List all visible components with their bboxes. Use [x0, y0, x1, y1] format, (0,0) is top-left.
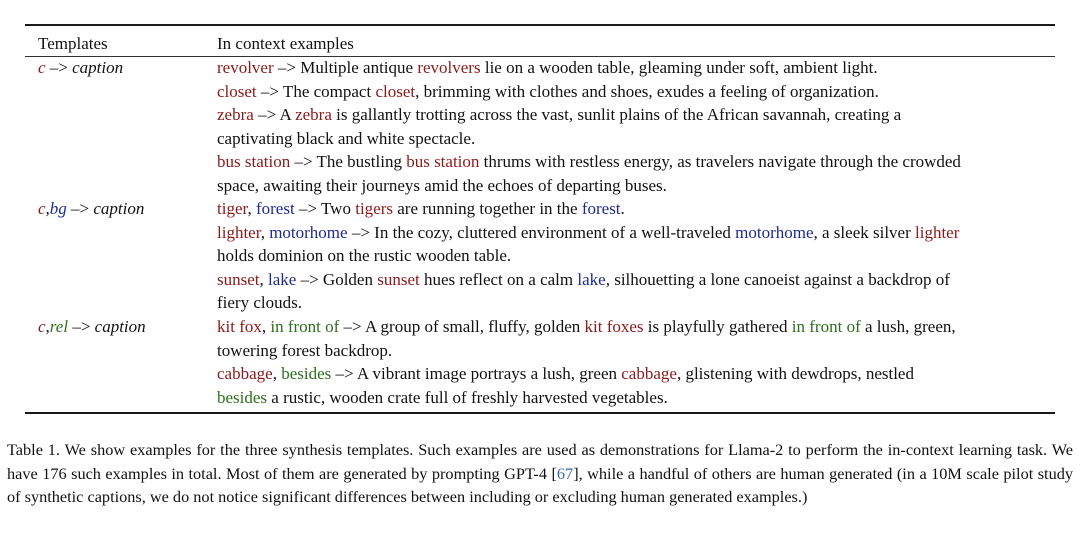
background-term: lake — [268, 269, 297, 289]
example-line — [217, 174, 1047, 198]
example-line — [217, 362, 1047, 386]
object-term: sunset — [217, 269, 260, 289]
example-text: –> A group of small, fluffy, golden — [339, 317, 585, 336]
example-line — [217, 386, 1047, 410]
example-text: space, awaiting their journeys amid the echoes of departing buses. — [217, 175, 667, 195]
caption-text-start: Table 1. We show examples for the three synthesis templates. Such examples are used as demonstrations for Llama-2 to perform the in-context learning task. We have 176 such examples in total. Most of them are generated by prompting GPT-4 [ — [7, 440, 1073, 483]
example-text: –> Multiple antique — [273, 58, 418, 77]
example-text: a lush, green, — [860, 317, 956, 336]
example-line — [217, 197, 1047, 221]
example-text: , brimming with clothes and shoes, exudes a feeling of organization. — [415, 81, 879, 101]
example-text: is playfully gathered — [643, 317, 792, 336]
object-term: kit fox — [217, 317, 262, 336]
example-line — [217, 80, 1047, 104]
object-term: kit foxes — [584, 317, 644, 336]
example-text: hues reflect on a calm — [419, 269, 578, 289]
template-c-caption — [38, 56, 123, 80]
example-text: are running together in the — [393, 199, 582, 218]
example-text: –> The bustling — [290, 152, 407, 171]
template-var-c: c — [38, 58, 46, 77]
example-line — [217, 221, 1047, 245]
template-var-c: c — [38, 199, 46, 218]
examples-row-c — [217, 56, 1047, 197]
object-term: closet — [217, 81, 257, 101]
example-text: holds dominion on the rustic wooden table. — [217, 246, 512, 265]
citation-link[interactable]: 67 — [556, 463, 574, 483]
object-term: revolvers — [417, 58, 481, 77]
example-line — [217, 315, 1047, 339]
template-arrow: –> — [49, 58, 68, 77]
example-text: . — [620, 199, 625, 218]
example-text: , — [272, 364, 282, 383]
example-text: , a sleek silver — [813, 222, 916, 242]
table-caption — [7, 438, 1073, 509]
example-line — [217, 291, 1047, 315]
object-term: bus station — [217, 152, 291, 171]
object-term: closet — [375, 81, 416, 101]
object-term: cabbage — [621, 364, 677, 383]
template-var-rel: rel — [49, 317, 69, 336]
example-line — [217, 103, 1047, 127]
object-term: tigers — [355, 199, 393, 218]
background-term: motorhome — [735, 222, 814, 242]
template-var-c: c — [38, 317, 46, 336]
table-top-rule — [25, 24, 1055, 26]
object-term: bus station — [406, 152, 480, 171]
example-text: lie on a wooden table, gleaming under soft, ambient light. — [480, 58, 878, 77]
example-line — [217, 127, 1047, 151]
examples-row-c-rel — [217, 315, 1047, 409]
template-arrow: –> — [71, 199, 90, 218]
example-text: fiery clouds. — [217, 293, 302, 312]
background-term: forest — [581, 199, 621, 218]
template-caption: caption — [94, 317, 146, 336]
object-term: zebra — [217, 105, 254, 124]
example-text: , silhouetting a lone canoeist against a backdrop of — [605, 269, 950, 289]
example-text: , — [259, 269, 268, 289]
template-caption: caption — [93, 199, 145, 218]
object-term: lighter — [217, 222, 261, 242]
relation-term: besides — [217, 387, 268, 407]
relation-term: in front of — [270, 317, 340, 336]
example-text: –> Two — [294, 199, 356, 218]
template-c-rel-caption: c,rel –> caption — [38, 317, 146, 336]
example-text: –> A vibrant image portrays a lush, green — [331, 364, 622, 383]
examples-row-c-bg — [217, 197, 1047, 315]
example-text: –> Golden — [296, 269, 378, 289]
object-term: sunset — [377, 269, 420, 289]
example-line — [217, 339, 1047, 363]
relation-term: besides — [281, 364, 332, 383]
example-line — [217, 150, 1047, 174]
object-term: tiger — [217, 199, 248, 218]
example-text: , — [247, 199, 256, 218]
relation-term: in front of — [791, 317, 861, 336]
example-text: is gallantly trotting across the vast, sunlit plains of the African savannah, creating a — [331, 105, 902, 124]
example-line — [217, 268, 1047, 292]
table-bottom-rule — [25, 412, 1055, 414]
example-text: , — [261, 317, 271, 336]
example-text: captivating black and white spectacle. — [217, 128, 476, 148]
example-text: , — [260, 222, 270, 242]
background-term: forest — [255, 199, 295, 218]
template-caption: caption — [72, 58, 124, 77]
background-term: lake — [577, 269, 606, 289]
example-text: –> The compact — [256, 81, 376, 101]
example-text: –> A — [253, 105, 296, 124]
example-text: –> In the cozy, cluttered environment of a well-traveled — [347, 222, 736, 242]
example-line — [217, 244, 1047, 268]
template-c-bg-caption: c,bg –> caption — [38, 199, 145, 218]
template-var-bg: bg — [49, 199, 67, 218]
object-term: lighter — [915, 222, 960, 242]
example-text: thrums with restless energy, as travelers navigate through the crowded — [479, 152, 961, 171]
example-text: a rustic, wooden crate full of freshly harvested vegetables. — [267, 387, 668, 407]
header-examples: In context examples — [217, 34, 354, 53]
template-arrow: –> — [72, 317, 91, 336]
caption-text-end: ], while a handful of others are human generated (in a 10M scale pilot study of synthetic captions, we do not notice significant differences between including or excluding human generated examples.) — [7, 463, 1073, 506]
background-term: motorhome — [269, 222, 348, 242]
example-line — [217, 56, 1047, 80]
example-text: towering forest backdrop. — [217, 340, 393, 360]
object-term: cabbage — [217, 364, 273, 383]
example-text: , glistening with dewdrops, nestled — [676, 364, 914, 383]
object-term: revolver — [217, 58, 274, 77]
header-templates: Templates — [38, 34, 108, 53]
object-term: zebra — [295, 105, 332, 124]
